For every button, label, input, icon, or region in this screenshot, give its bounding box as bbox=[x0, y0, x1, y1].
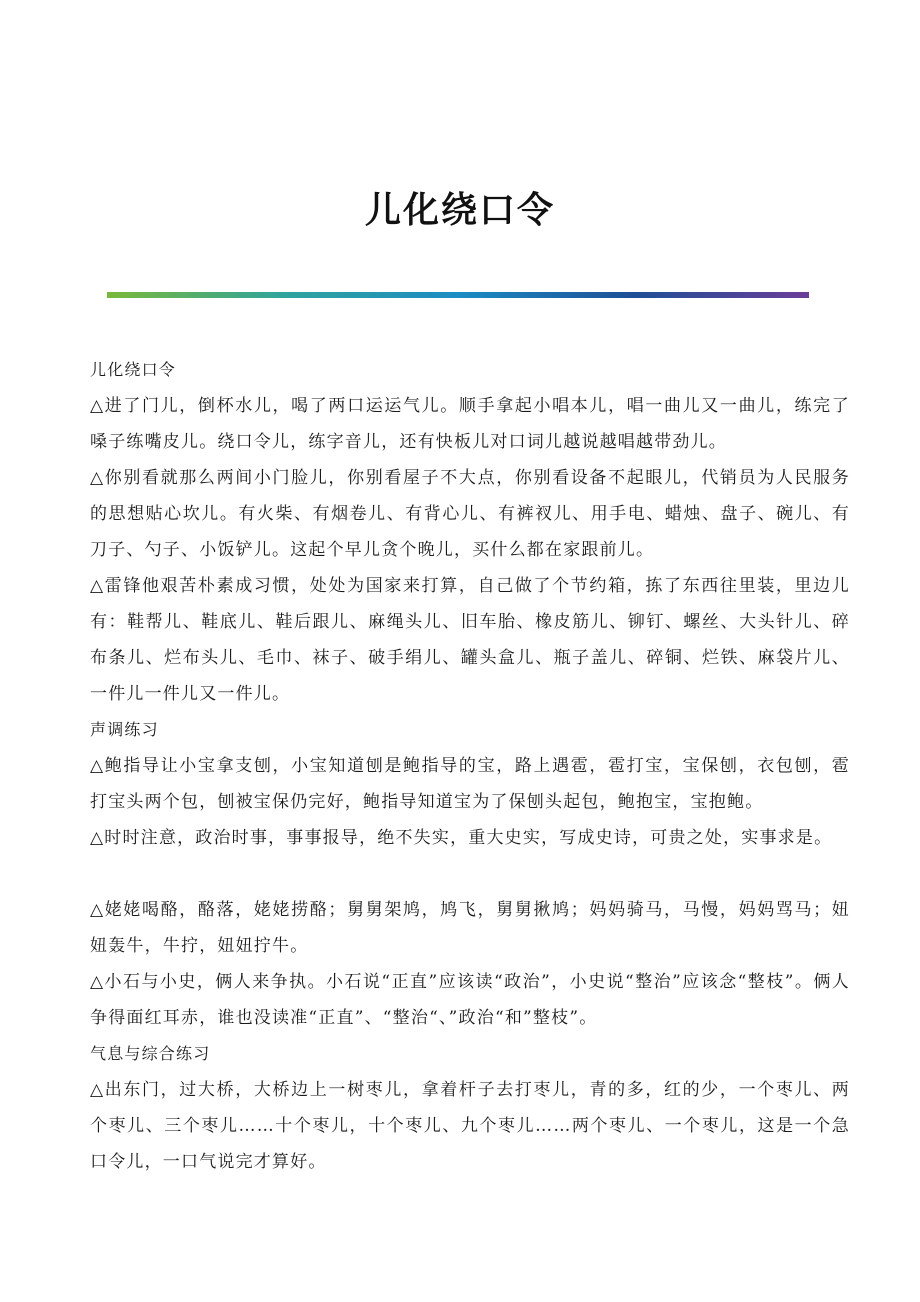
paragraph: △雷锋他艰苦朴素成习惯，处处为国家来打算，自己做了个节约箱，拣了东西往里装，里边儿有：鞋帮儿、鞋底儿、鞋后跟儿、麻绳头儿、旧车胎、橡皮筋儿、铆钉、螺丝、大头针儿、碎布条儿、烂布头儿、毛巾、袜子、破手绢儿、罐头盒儿、瓶子盖儿、碎铜、烂铁、麻袋片儿、一件儿一件儿又一件儿。 bbox=[90, 576, 850, 704]
page-title: 儿化绕口令 bbox=[364, 189, 555, 231]
section-heading: 气息与综合练习 bbox=[90, 1044, 211, 1063]
paragraph: △小石与小史，俩人来争执。小石说“正直”应该读“政治”，小史说“整治”应该念“整枝”。俩人争得面红耳赤，谁也没读准“正直”、“整治“、”政治“和”整枝”。 bbox=[90, 972, 850, 1028]
paragraph: △进了门儿，倒杯水儿，喝了两口运运气儿。顺手拿起小唱本儿，唱一曲儿又一曲儿，练完了嗓子练嘴皮儿。绕口令儿，练字音儿，还有快板儿对口词儿越说越唱越带劲儿。 bbox=[90, 396, 850, 452]
blank-line bbox=[90, 856, 850, 892]
paragraph: △姥姥喝酪，酪落，姥姥捞酪；舅舅架鸠，鸠飞，舅舅揪鸠；妈妈骑马，马慢，妈妈骂马；妞妞轰牛，牛拧，妞妞拧牛。 bbox=[90, 900, 850, 956]
paragraph: △出东门，过大桥，大桥边上一树枣儿，拿着杆子去打枣儿，青的多，红的少，一个枣儿、两个枣儿、三个枣儿……十个枣儿，十个枣儿、九个枣儿……两个枣儿、一个枣儿，这是一个急口令儿，一口气说完才算好。 bbox=[90, 1080, 850, 1172]
paragraph: △鲍指导让小宝拿支刨，小宝知道刨是鲍指导的宝，路上遇雹，雹打宝，宝保刨，衣包刨，雹打宝头两个包，刨被宝保仍完好，鲍指导知道宝为了保刨头起包，鲍抱宝，宝抱鲍。 bbox=[90, 756, 850, 812]
title-divider bbox=[107, 292, 809, 298]
section-heading: 儿化绕口令 bbox=[90, 360, 177, 379]
paragraph: △你别看就那么两间小门脸儿，你别看屋子不大点，你别看设备不起眼儿，代销员为人民服务的思想贴心坎儿。有火柴、有烟卷儿、有背心儿、有裤衩儿、用手电、蜡烛、盘子、碗儿、有刀子、勺子、小饭铲儿。这起个早儿贪个晚儿，买什么都在家跟前儿。 bbox=[90, 468, 850, 560]
document-body bbox=[90, 352, 850, 1180]
section-heading: 声调练习 bbox=[90, 720, 159, 739]
paragraph: △时时注意，政治时事，事事报导，绝不失实，重大史实，写成史诗，可贵之处，实事求是。 bbox=[90, 828, 833, 848]
